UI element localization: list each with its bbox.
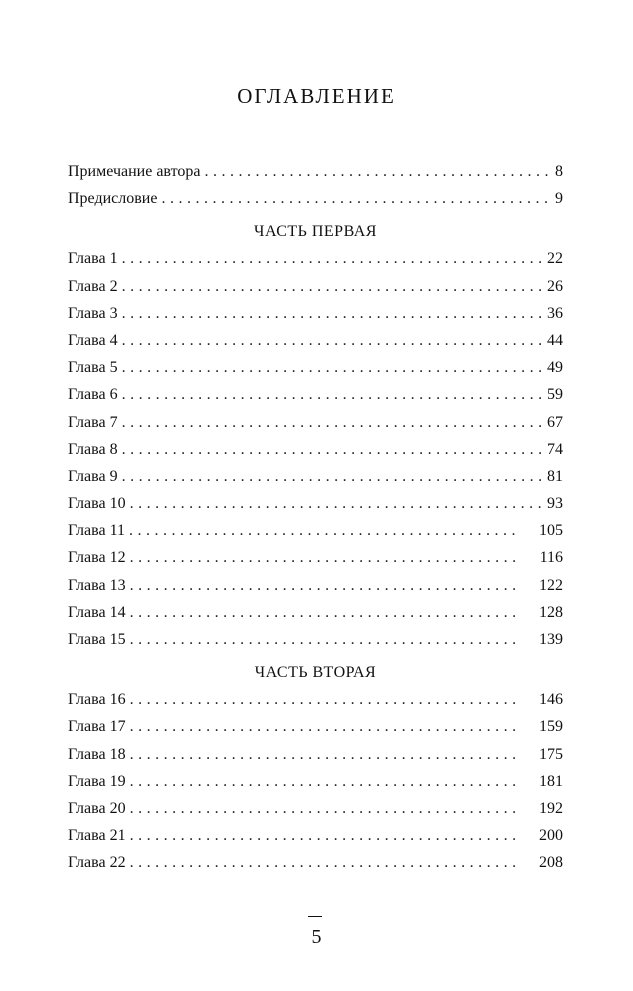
- toc-entry-label: Глава 16: [68, 691, 126, 709]
- dot-leader: [130, 741, 521, 768]
- toc-entry-page: 81: [547, 467, 563, 485]
- toc-entry-chapter-21: [68, 822, 563, 849]
- toc-entry-label: Глава 14: [68, 603, 126, 621]
- dot-leader: [130, 822, 521, 849]
- toc-entry-label: Глава 12: [68, 549, 126, 567]
- toc-entry-label: Глава 2: [68, 277, 118, 295]
- dot-leader: [122, 409, 541, 436]
- toc-entry-chapter-13: [68, 572, 563, 599]
- dot-leader: [130, 626, 521, 653]
- toc-entry-label: Глава 17: [68, 718, 126, 736]
- dot-leader: [130, 599, 521, 626]
- toc-entry-chapter-4: [68, 327, 563, 354]
- toc-entry-page: 44: [547, 331, 563, 349]
- toc-entry-label: Глава 22: [68, 854, 126, 872]
- toc-entry-chapter-18: [68, 741, 563, 768]
- toc-entry-chapter-3: [68, 300, 563, 327]
- toc-entry-page: 146: [539, 691, 563, 709]
- toc-entry-chapter-6: [68, 381, 563, 408]
- dot-leader: [130, 768, 521, 795]
- page-number: 5: [311, 926, 322, 948]
- toc-entry-page: 74: [547, 440, 563, 458]
- toc-entry-chapter-19: [68, 768, 563, 795]
- toc-entry-label: Глава 5: [68, 359, 118, 377]
- dot-leader: [130, 713, 521, 740]
- toc-entry-page: 181: [539, 772, 563, 790]
- page-title: ОГЛАВЛЕНИЕ: [237, 84, 396, 108]
- toc-entry-author-note: [68, 158, 563, 185]
- toc-entry-chapter-15: [68, 626, 563, 653]
- toc-entry-label: Глава 13: [68, 576, 126, 594]
- toc-entry-page: 200: [539, 827, 563, 845]
- dot-leader: [204, 158, 549, 185]
- dot-leader: [130, 849, 521, 876]
- toc-entry-page: 36: [547, 304, 563, 322]
- dot-leader: [130, 544, 521, 571]
- toc-entry-chapter-5: [68, 354, 563, 381]
- toc-entry-page: 8: [555, 163, 563, 180]
- toc-entry-page: 93: [547, 495, 563, 513]
- dot-leader: [130, 490, 541, 517]
- dot-leader: [122, 300, 541, 327]
- toc-entry-chapter-17: [68, 713, 563, 740]
- dot-leader: [130, 795, 521, 822]
- toc-entry-page: 105: [539, 522, 563, 540]
- toc-entry-chapter-22: [68, 849, 563, 876]
- dot-leader: [129, 517, 521, 544]
- toc-entry-chapter-14: [68, 599, 563, 626]
- toc-entry-label: Глава 18: [68, 745, 126, 763]
- toc-entry-label: Глава 11: [68, 522, 125, 540]
- toc-entry-chapter-20: [68, 795, 563, 822]
- toc-entry-chapter-7: [68, 409, 563, 436]
- toc-entry-chapter-2: [68, 273, 563, 300]
- toc-entry-label: Глава 19: [68, 772, 126, 790]
- part-one-title: ЧАСТЬ ПЕРВАЯ: [254, 223, 377, 241]
- toc-entry-label: Глава 7: [68, 413, 118, 431]
- toc-entry-chapter-9: [68, 463, 563, 490]
- toc-entry-page: 22: [547, 250, 563, 268]
- dot-leader: [122, 463, 541, 490]
- toc-entry-label: Глава 6: [68, 386, 118, 404]
- toc-entry-page: 128: [539, 603, 563, 621]
- toc-entry-page: 122: [539, 576, 563, 594]
- toc-entry-page: 67: [547, 413, 563, 431]
- toc-entry-label: Глава 1: [68, 250, 118, 268]
- toc-entry-label: Глава 10: [68, 495, 126, 513]
- toc-entry-page: 139: [539, 631, 563, 648]
- toc-entry-page: 192: [539, 799, 563, 817]
- toc-entry-page: 26: [547, 277, 563, 295]
- toc-entry-label: Предисловие: [68, 190, 158, 208]
- table-of-contents: [68, 158, 563, 877]
- toc-entry-label: Глава 9: [68, 467, 118, 485]
- toc-entry-page: 175: [539, 745, 563, 763]
- folio-rule: [308, 916, 322, 917]
- dot-leader: [130, 572, 521, 599]
- toc-entry-page: 208: [539, 854, 563, 872]
- dot-leader: [122, 327, 541, 354]
- dot-leader: [161, 185, 549, 212]
- toc-entry-preface: [68, 185, 563, 212]
- toc-entry-label: Глава 15: [68, 631, 126, 648]
- dot-leader: [122, 354, 541, 381]
- part-two-title: ЧАСТЬ ВТОРАЯ: [254, 664, 377, 682]
- toc-entry-label: Глава 8: [68, 440, 118, 458]
- toc-entry-label: Глава 3: [68, 304, 118, 322]
- toc-entry-page: 9: [555, 190, 563, 208]
- toc-entry-label: Глава 21: [68, 827, 126, 845]
- toc-entry-chapter-12: [68, 544, 563, 571]
- toc-entry-label: Глава 20: [68, 799, 126, 817]
- toc-entry-label: Глава 4: [68, 331, 118, 349]
- toc-entry-label: Примечание автора: [68, 163, 201, 180]
- dot-leader: [122, 273, 541, 300]
- toc-entry-page: 59: [547, 386, 563, 404]
- dot-leader: [122, 436, 541, 463]
- toc-entry-page: 159: [539, 718, 563, 736]
- toc-entry-chapter-8: [68, 436, 563, 463]
- toc-entry-page: 116: [539, 549, 563, 567]
- toc-entry-chapter-10: [68, 490, 563, 517]
- toc-entry-chapter-16: [68, 686, 563, 713]
- dot-leader: [122, 245, 541, 272]
- toc-entry-chapter-1: [68, 245, 563, 272]
- dot-leader: [130, 686, 521, 713]
- toc-entry-page: 49: [547, 359, 563, 377]
- dot-leader: [122, 381, 541, 408]
- toc-entry-chapter-11: [68, 517, 563, 544]
